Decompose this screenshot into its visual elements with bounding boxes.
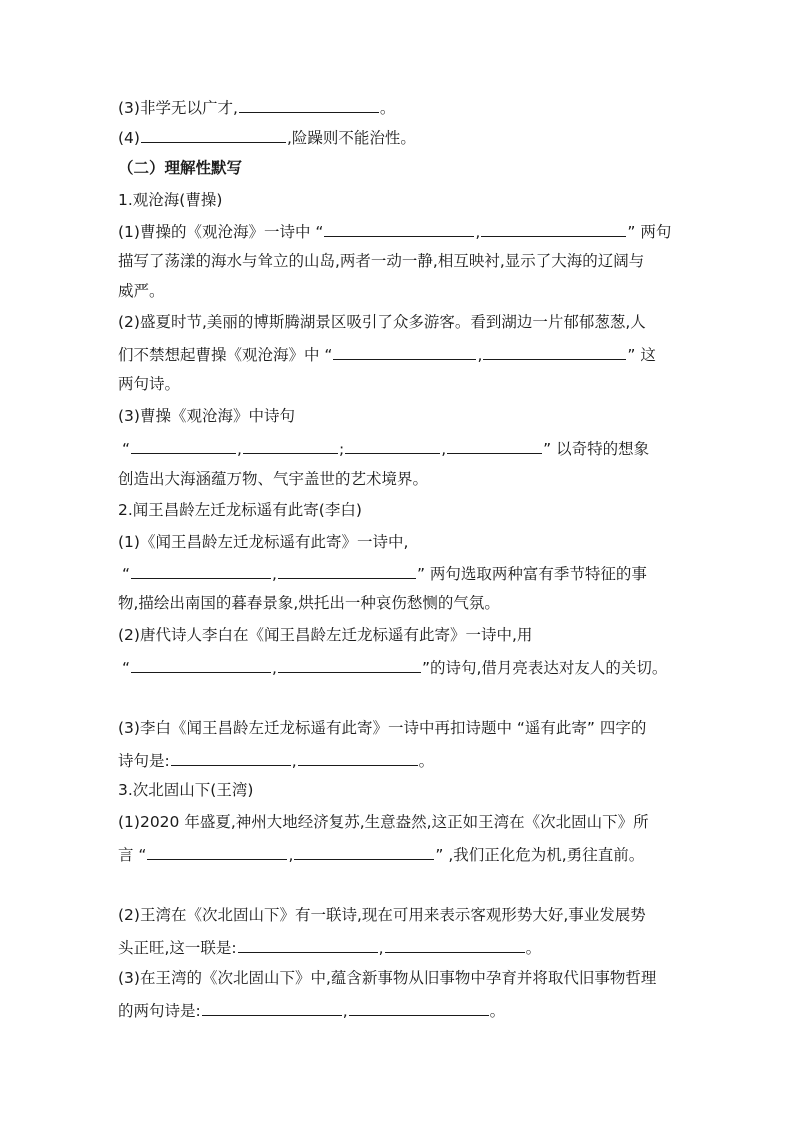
question-text: ” ,我们正化危为机,勇往直前。	[435, 846, 645, 864]
separator: ,	[272, 659, 277, 677]
answer-blank[interactable]	[345, 437, 440, 454]
question-text: 诗句是:	[118, 752, 170, 770]
separator: ,	[477, 346, 483, 364]
answer-blank[interactable]	[481, 220, 626, 237]
s2-q3-line2	[118, 749, 434, 771]
open-quote: “	[122, 659, 131, 677]
answer-blank[interactable]	[298, 749, 418, 766]
separator: ;	[338, 440, 345, 458]
answer-blank[interactable]	[202, 999, 342, 1016]
question-end: 。	[379, 99, 396, 117]
answer-blank[interactable]	[349, 999, 489, 1016]
poem-heading-3: 3.次北固山下(王湾)	[118, 781, 254, 799]
question-text: 头正旺,这一联是:	[118, 939, 237, 957]
answer-blank[interactable]	[171, 749, 291, 766]
separator: ,	[288, 846, 294, 864]
s1-q3-line2	[122, 437, 649, 459]
separator: ,	[378, 939, 384, 957]
s2-q1-line2	[122, 562, 647, 584]
s1-q1-line3: 威严。	[118, 282, 165, 300]
s2-q2-line2	[122, 656, 667, 678]
separator: ,	[342, 1002, 348, 1020]
question-end: 。	[489, 1002, 506, 1020]
question-text: ” 两句选取两种富有季节特征的事	[416, 565, 647, 583]
answer-blank[interactable]	[141, 126, 286, 143]
answer-blank[interactable]	[385, 936, 525, 953]
question-end: 。	[418, 752, 435, 770]
s3-q3-line2	[118, 999, 505, 1021]
s3-q3-line1: (3)在王湾的《次北固山下》中,蕴含新事物从旧事物中孕育并将取代旧事物哲理	[118, 969, 657, 987]
answer-blank[interactable]	[278, 562, 416, 579]
question-text: 的两句诗是:	[118, 1002, 201, 1020]
s3-q2-line2	[118, 936, 541, 958]
question-text: ”的诗句,借月亮表达对友人的关切。	[421, 659, 668, 677]
question-text: (4)	[118, 129, 140, 147]
s3-q2-line1: (2)王湾在《次北固山下》有一联诗,现在可用来表示客观形势大好,事业发展势	[118, 906, 646, 924]
answer-blank[interactable]	[333, 343, 476, 360]
separator: ,	[291, 752, 297, 770]
s1-q3-line1: (3)曹操《观沧海》中诗句	[118, 407, 295, 425]
poem-heading-1: 1.观沧海(曹操)	[118, 191, 223, 209]
answer-blank[interactable]	[239, 96, 379, 113]
answer-blank[interactable]	[447, 437, 542, 454]
question-text: ” 这	[627, 346, 656, 364]
s1-q3-line3: 创造出大海涵蕴万物、气宇盖世的艺术境界。	[118, 470, 429, 488]
question-text: 们不禁想起曹操《观沧海》中 “	[118, 346, 333, 364]
separator: ,	[272, 565, 277, 583]
answer-blank[interactable]	[294, 843, 434, 860]
question-text: (3)非学无以广才,	[118, 99, 238, 117]
answer-blank[interactable]	[131, 562, 271, 579]
s2-q1-line3: 物,描绘出南国的暮春景象,烘托出一种哀伤愁恻的气氛。	[118, 594, 500, 612]
open-quote: “	[122, 440, 131, 458]
s2-q3-line1: (3)李白《闻王昌龄左迁龙标遥有此寄》一诗中再扣诗题中 “遥有此寄” 四字的	[118, 719, 647, 737]
s2-q2-line1: (2)唐代诗人李白在《闻王昌龄左迁龙标遥有此寄》一诗中,用	[118, 626, 533, 644]
question-text: 言 “	[118, 846, 147, 864]
s3-q1-line1: (1)2020 年盛夏,神州大地经济复苏,生意盎然,这正如王湾在《次北固山下》所	[118, 813, 649, 831]
question-text: ” 两句	[627, 223, 672, 241]
answer-blank[interactable]	[147, 843, 287, 860]
answer-blank[interactable]	[483, 343, 626, 360]
answer-blank[interactable]	[278, 656, 421, 673]
answer-blank[interactable]	[131, 656, 271, 673]
answer-blank[interactable]	[238, 936, 378, 953]
separator: ,	[441, 440, 447, 458]
question-end: ,险躁则不能治性。	[286, 129, 416, 147]
s1-q1-line1	[118, 220, 671, 242]
section-title: （二）理解性默写	[118, 159, 243, 177]
s1-q2-line1: (2)盛夏时节,美丽的博斯腾湖景区吸引了众多游客。看到湖边一片郁郁葱葱,人	[118, 313, 646, 331]
answer-blank[interactable]	[243, 437, 338, 454]
open-quote: “	[122, 565, 131, 583]
s1-q2-line2	[118, 343, 656, 365]
s2-q1-line1: (1)《闻王昌龄左迁龙标遥有此寄》一诗中,	[118, 533, 409, 551]
s1-q2-line3: 两句诗。	[118, 375, 181, 393]
separator: ,	[237, 440, 242, 458]
s1-q1-line2: 描写了荡漾的海水与耸立的山岛,两者一动一静,相互映衬,显示了大海的辽阔与	[118, 252, 645, 270]
answer-blank[interactable]	[324, 220, 474, 237]
question-1-4	[118, 126, 416, 148]
question-text: ” 以奇特的想象	[543, 440, 650, 458]
separator: ,	[475, 223, 481, 241]
poem-heading-2: 2.闻王昌龄左迁龙标遥有此寄(李白)	[118, 501, 362, 519]
answer-blank[interactable]	[131, 437, 236, 454]
question-end: 。	[525, 939, 542, 957]
s3-q1-line2	[118, 843, 644, 865]
question-text: (1)曹操的《观沧海》一诗中 “	[118, 223, 324, 241]
question-1-3	[118, 96, 395, 118]
